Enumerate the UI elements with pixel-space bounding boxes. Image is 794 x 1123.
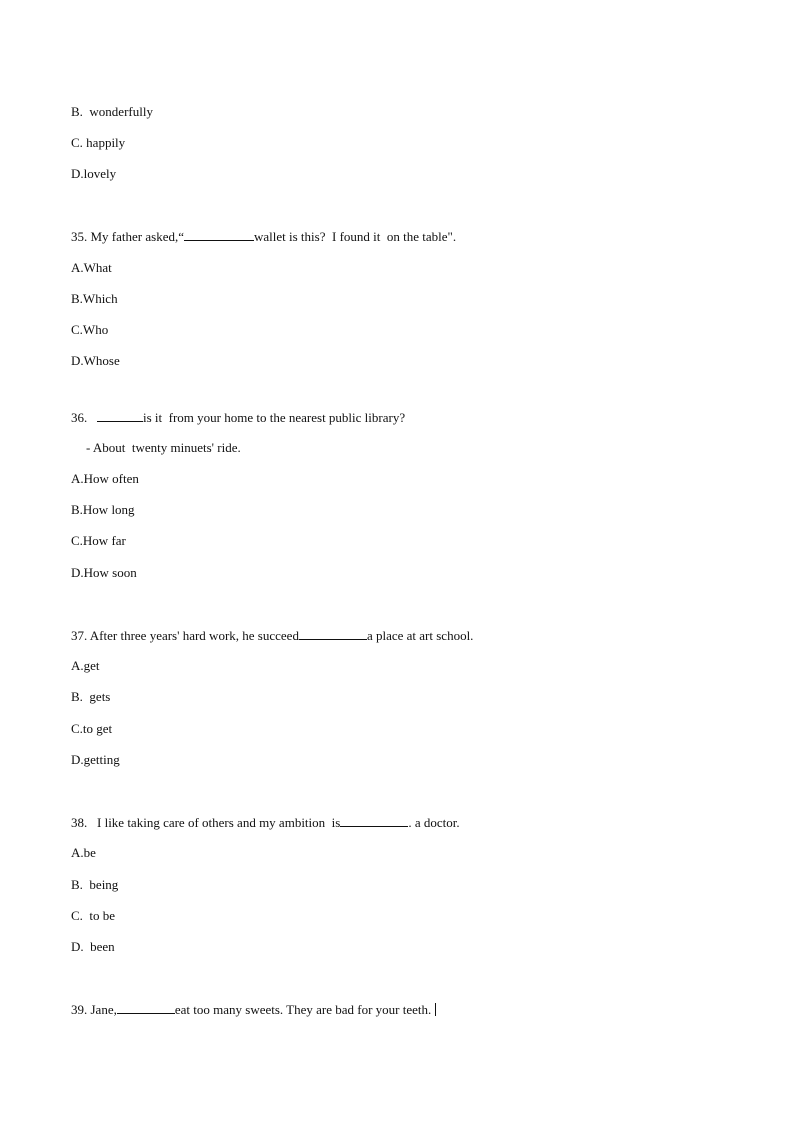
q37-option-c: C.to get xyxy=(71,721,113,736)
q38-option-c: C. to be xyxy=(71,908,116,923)
q38-option-a: A.be xyxy=(71,845,96,860)
q38-option-b: B. being xyxy=(71,877,119,892)
q35-option-b: B.Which xyxy=(71,291,118,306)
q36-dialogue-response: - About twenty minuets' ride. xyxy=(86,440,241,455)
q37-stem xyxy=(71,627,473,644)
q35-prefix: 35. My father asked,“ xyxy=(71,229,184,244)
q34-option-d: D.lovely xyxy=(71,166,117,181)
q39-blank xyxy=(117,1001,175,1014)
q39-suffix: eat too many sweets. They are bad for your teeth. xyxy=(174,1002,432,1017)
q36-suffix: is it from your home to the nearest public library? xyxy=(143,410,406,425)
q36-option-c: C.How far xyxy=(71,533,126,548)
q36-stem xyxy=(71,409,405,426)
q35-stem xyxy=(71,228,456,245)
q37-blank xyxy=(299,627,367,640)
q38-suffix: . a doctor. xyxy=(408,815,460,830)
q36-prefix: 36. xyxy=(71,410,97,425)
q36-option-a: A.How often xyxy=(71,471,139,486)
q37-option-a: A.get xyxy=(71,658,100,673)
q38-prefix: 38. I like taking care of others and my ambition is xyxy=(71,815,341,830)
q39-stem xyxy=(71,1001,436,1018)
q38-option-d: D. been xyxy=(71,939,115,954)
q37-prefix: 37. After three years' hard work, he succeed xyxy=(71,628,299,643)
q36-blank xyxy=(97,409,143,422)
q36-option-d: D.How soon xyxy=(71,565,137,580)
q37-suffix: a place at art school. xyxy=(366,628,474,643)
q34-option-c: C. happily xyxy=(71,135,126,150)
q38-blank xyxy=(340,814,408,827)
q38-stem xyxy=(71,814,460,831)
q35-blank xyxy=(184,228,254,241)
q35-option-a: A.What xyxy=(71,260,112,275)
q35-suffix: wallet is this? I found it on the table". xyxy=(254,229,457,244)
q39-prefix: 39. Jane, xyxy=(71,1002,117,1017)
q35-option-c: C.Who xyxy=(71,322,109,337)
text-cursor[interactable] xyxy=(435,1003,436,1016)
q35-option-d: D.Whose xyxy=(71,353,120,368)
q37-option-b: B. gets xyxy=(71,689,111,704)
q36-option-b: B.How long xyxy=(71,502,135,517)
q37-option-d: D.getting xyxy=(71,752,120,767)
q34-option-b: B. wonderfully xyxy=(71,104,153,119)
